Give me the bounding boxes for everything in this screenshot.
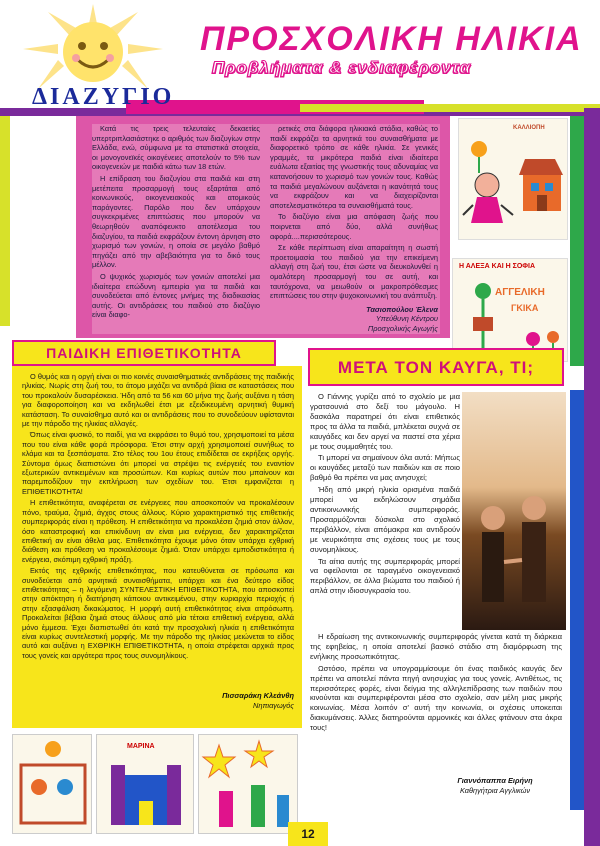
signature-name: Τασιοπούλου Έλενα (366, 304, 438, 314)
paragraph: Ο ψυχικός χωρισμός των γονιών αποτελεί μια ιδιαίτερα επώδυνη εμπειρία για τα παιδιά και συνοδεύεται από έντονες μνήμες της διαδικασίας αυτής. Οι αντιδράσεις του παιδιού στο διαζύγιο είναι διαφο- (92, 271, 260, 320)
signature-role: Προσχολικής Αγωγής (367, 323, 438, 333)
paragraph: Όπως είναι φυσικό, το παιδί, για να εκφράσει το θυμό του, χρησιμοποιεί τα μέσα που του είναι κάθε φορά πρόσφορα. Έτσι στην αρχή χρησιμοποιεί συνήθως το κλάμα και τα ξεσπάσματα. Στο τέλος του 1ου έτους επιδίδεται σε εκρήξεις οργής. Σύντομα όμως διαπιστώνει ότι μπορεί να στρέψει τις ενέργειές του εναντίον εξωτερικών αντικειμένων και προσώπων. Και κυρίως αυτών που μπαίνουν και παρεμποδίζουν την εκπλήρωση των σχεδίων του. Έτσι εμφανίζεται η ΕΠΙΘΕΤΙΚΟΤΗΤΑ! (22, 430, 294, 496)
paragraph: Κατά τις τρεις τελευταίες δεκαετίες υπερτριπλασιάστηκε ο αριθμός των διαζυγίων στην Ελλάδα, ενώ, σύμφωνα με τα στατιστικά στοιχεία, οι μονογονεϊκές οικογένειες αποτελούν το 5% των οικογενειών με παιδιά κάτω των 18 ετών. (92, 124, 260, 172)
paragraph: Τι μπορεί να σημαίνουν όλα αυτά: Μήπως οι καυγάδες μεταξύ των παιδιών και σε ποιο βαθμό θα πρέπει να μας ανησυχεί; (310, 453, 460, 483)
divorce-heading: ΔΙΑΖΥΓΙΟ (32, 84, 175, 110)
page-title: ΠΡΟΣΧΟΛΙΚΗ ΗΛΙΚΙΑ (200, 20, 583, 58)
child-drawing-1 (458, 118, 568, 240)
castle-icon (97, 735, 195, 835)
child-drawing-5 (198, 734, 298, 834)
signature-role: Νηπιαγωγός (253, 700, 294, 710)
aggression-heading-box (12, 340, 276, 366)
aggression-text (22, 372, 294, 662)
aggression-section (12, 366, 302, 728)
child-drawing-icon (13, 735, 93, 835)
paragraph: Ο θυμός και η οργή είναι οι πιο κοινές συναισθηματικές αντιδράσεις της παιδικής ηλικίας. Νωρίς στη ζωή του, το άτομο μιχάζει να αντιδρά βίαια σε καταστάσεις που του προκαλούν δυσαρέσκεια. Ήδη από τα 56 και 60 μήνα της ζωής αυξάνει η τάση για διαφοροποίηση και να εκδηλωθεί έτσι με εξειδικευμένη αρνητική θυμική κατάσταση. Το συναίσθημα αυτό και οι αντιδράσεις που το συνοδεύουν υφίστανται με την πάροδο της ηλικίας αλλαγές. (22, 372, 294, 429)
lime-stripe (300, 104, 600, 112)
divorce-signature (270, 305, 438, 334)
aggression-signature (22, 691, 294, 710)
drawing-caption: ΓΚΙΚΑ (511, 303, 539, 313)
paragraph: Η επίδραση του διαζυγίου στα παιδιά και στη μετέπειτα προσαρμογή τους εξαρτάται από κοινωνικούς, οικογενειακούς και ατομικούς παράγοντες. Παρόλο που δεν υπάρχουν συγκεκριμένες επιπτώσεις που μπορούν να θεωρηθούν αναπόφευκτο αποτέλεσμα του διαζυγίου, τα παιδιά εκφράζουν έντονη άρνηση στο χωρισμό των γονιών, η οποία σε μεγάλο βαθμό πηγάζει από την αβεβαιότητα για το δικό τους μέλλον. (92, 173, 260, 270)
paragraph: Ωστόσο, πρέπει να υπογραμμίσουμε ότι ένας παιδικός καυγάς δεν πρέπει να αποτελεί πάντα πηγή ανησυχίας για τους γονείς. Αντιθέτως, τις περισσότερες φορές, είναι δείγμα της αλληλεπίδρασης των παιδιών που κινούνται και συμπεριφέρονται μέσα στο σχολείο, σαν μέλη μιας μικρής κοινωνίας. Μέσα λοιπόν σ' αυτή την κοινωνία, οι σχέσεις υποκειται διακυμάνσεις. Άλλες διατηρούνται αρμονικές και άλλες φτάνουν στα άκρα τους! (310, 663, 562, 733)
divorce-text-panel (92, 124, 440, 334)
fight-text-narrow (310, 392, 460, 598)
paragraph: Εκτός της εχθρικής επιθετικότητας, που κατευθύνεται σε πρόσωπα και συνοδεύεται από αρνητικά συναισθήματα, υπάρχει και ένα δεύτερο είδος επιθετικότητας – η λεγόμενη ΣΥΝΤΕΛΕΣΤΙΚΗ ΕΠΙΘΕΤΙΚΟΤΗΤΑ, που αποσκοπεί στην απόκτηση ή διατήρηση κάποιου αντικειμένου, στην κυριαρχία περιοχής ή στην εξασφάλιση δικαιώματος. Η μορφή αυτή επιθετικότητας είναι απρόσωπη. Προκαλείται βέβαια ζημιά στους άλλους από μία τέτοια επιθετική ενέργεια, αλλά μόνο έμμεσα. Έχει διαπιστωθεί ότι κατά την προσχολική ηλικία η επιθετικότητα είναι κυρίως συντελεστική μορφής. Με την πάροδο της ηλικίας μειώνεται το είδος αυτό και αυξάνει η ΕΧΘΡΙΚΗ ΕΠΙΘΕΤΙΚΟΤΗΤΑ, η οποία στρέφεται αρχικά προς τους γονείς και αργότερα προς τους συνομηλίκους. (22, 566, 294, 660)
fight-signature (420, 776, 570, 795)
children-holding-hands-icon (462, 392, 566, 630)
right-green-border (570, 116, 584, 366)
signature-name: Γιαννόπαππα Ειρήνη (457, 776, 533, 785)
paragraph: Η επιθετικότητα, αναφέρεται σε ενέργειες που αποσκοπούν να προκαλέσουν πόνο, τραύμα, ζημιά, άγχος στους άλλους. Κύριο χαρακτηριστικό της επιθετικής συμπεριφοράς είναι η πρόθεση. Η επιθετικότητα να προκαλέσει ζημιά στον άλλον, όσο καταστροφική και επικίνδυνη αν είναι μια ενέργεια, δεν χαρακτηρίζεται επιθετική αν είναι άθελα μας. Επιθετικότητα έχουμε μόνο όταν υπάρχει εχθρική διάθεση και πρόθεση να προκαλέσουμε ζημιά. Όταν υπάρχει εμποδιστικότητα ή ενέργεια, σκόπιμη εχθρική πράξη. (22, 498, 294, 564)
paragraph: Σε κάθε περίπτωση είναι απαραίτητη η σωστή προετοιμασία του παιδιού για την επικείμενη αλλαγή στη ζωή του, έτσι ώστε να διευκολυνθεί η ομαλότερη προσαρμογή του σε αυτή, και ταυτόχρονα, να μειωθούν οι μακροπρόθεσμες επιπτώσεις του στην ψυχοκοινωνική του ανάπτυξη. (270, 243, 438, 301)
paragraph: Ήδη από μικρή ηλικία ορισμένα παιδιά μπορεί να εκδηλώσουν σημάδια αντικοινωνικής συμπεριφοράς. Προσαρμόζονται δύσκολα στο σχολικό περιβάλλον, είναι απόμακρα και αντιδρούν με νευρικότητα στις σχέσεις τους με τους συνομηλίκους. (310, 485, 460, 554)
fight-text-wide (310, 632, 562, 735)
divorce-section (76, 116, 450, 338)
paragraph: Το διαζύγιο είναι μια απόφαση ζωής που ποιρνεται από δύο, αλλά συνήθως αφορά....περισσότερους. (270, 212, 438, 241)
fight-heading: ΜΕΤΑ ΤΟΝ ΚΑΥΓΑ, ΤΙ; (337, 358, 535, 377)
child-drawing-4 (96, 734, 194, 834)
drawing-caption: Η ΑΛΕΞΑ ΚΑΙ Η ΣΟΦΙΑ (459, 263, 536, 270)
right-blue-border (570, 390, 584, 810)
paragraph: Ο Γιάννης γυρίζει από το σχολείο με μια γρατσουνιά στο δεξί του μάγουλο. Η δασκάλα παρατηρεί ότι είναι επιθετικός προς τα άλλα τα παιδιά, μπλέκεται συχνά σε καυγάδες και δεν αργεί να παστεί στα χέρια με τους συμμαθητές του. (310, 392, 460, 451)
paragraph: Η εδραίωση της αντικοινωνικής συμπεριφοράς γίνεται κατά τη διάρκεια της εφηβείας, η οποία αποτελεί βασικό στάδιο στη διαμόρφωση της ενήλικης προσωπικότητας. (310, 632, 562, 661)
left-lime-border (0, 116, 10, 326)
divorce-column-1 (92, 124, 260, 322)
aggression-heading: ΠΑΙΔΙΚΗ ΕΠΙΘΕΤΙΚΟΤΗΤΑ (46, 345, 242, 361)
paragraph: ρετικές στα διάφορα ηλικιακά στάδια, καθώς το παιδί εκφράζει τα αρνητικά του συναισθήματα με διαφορετικό τρόπο σε κάθε ηλικία. Σε γενικές γραμμές, τα μικρότερα παιδιά είναι ιδιαίτερα ευάλωτα εξαιτίας της γνωστικής τους αδυναμίας να κατανοήσουν το χωρισμό των γονιών τους. Καθώς τα παιδιά μεγαλώνουν αυξάνεται η ικανότητά τους να εκφράζουν και να διαχειρίζονται αποτελεσματικότερα τα συναισθήματά τους. (270, 124, 438, 210)
signature-role: Υπεύθυνη Κέντρου (375, 314, 438, 324)
divorce-column-2 (270, 124, 438, 333)
paragraph: Τα αίτια αυτής της συμπεριφοράς μπορεί να οφείλονται σε ταραγμένο οικογενειακό περιβάλλον, σε άλλα βιώματα του παιδιού ή απλά στην ιδιοσυγκρασία του. (310, 556, 460, 596)
signature-role: Καθηγήτρια Αγγλικών (459, 785, 531, 795)
child-drawing-icon (459, 119, 569, 241)
child-drawing-3 (12, 734, 92, 834)
page-subtitle: Προβλήματα & ενδιαφέροντα (212, 58, 472, 77)
drawing-caption: ΚΑΛΛΙΟΠΗ (513, 125, 545, 131)
child-drawing-2 (452, 258, 568, 362)
children-photo (462, 392, 566, 630)
right-purple-border (584, 108, 600, 846)
page-number: 12 (288, 822, 328, 846)
signature-name: Πισσαράκη Κλεάνθη (222, 691, 294, 700)
drawing-caption: ΑΓΓΕΛΙΚΗ (495, 287, 545, 298)
stars-icon (199, 735, 299, 835)
fight-heading-box (308, 348, 564, 386)
drawing-caption: ΜΑΡΙΝΑ (127, 743, 155, 750)
